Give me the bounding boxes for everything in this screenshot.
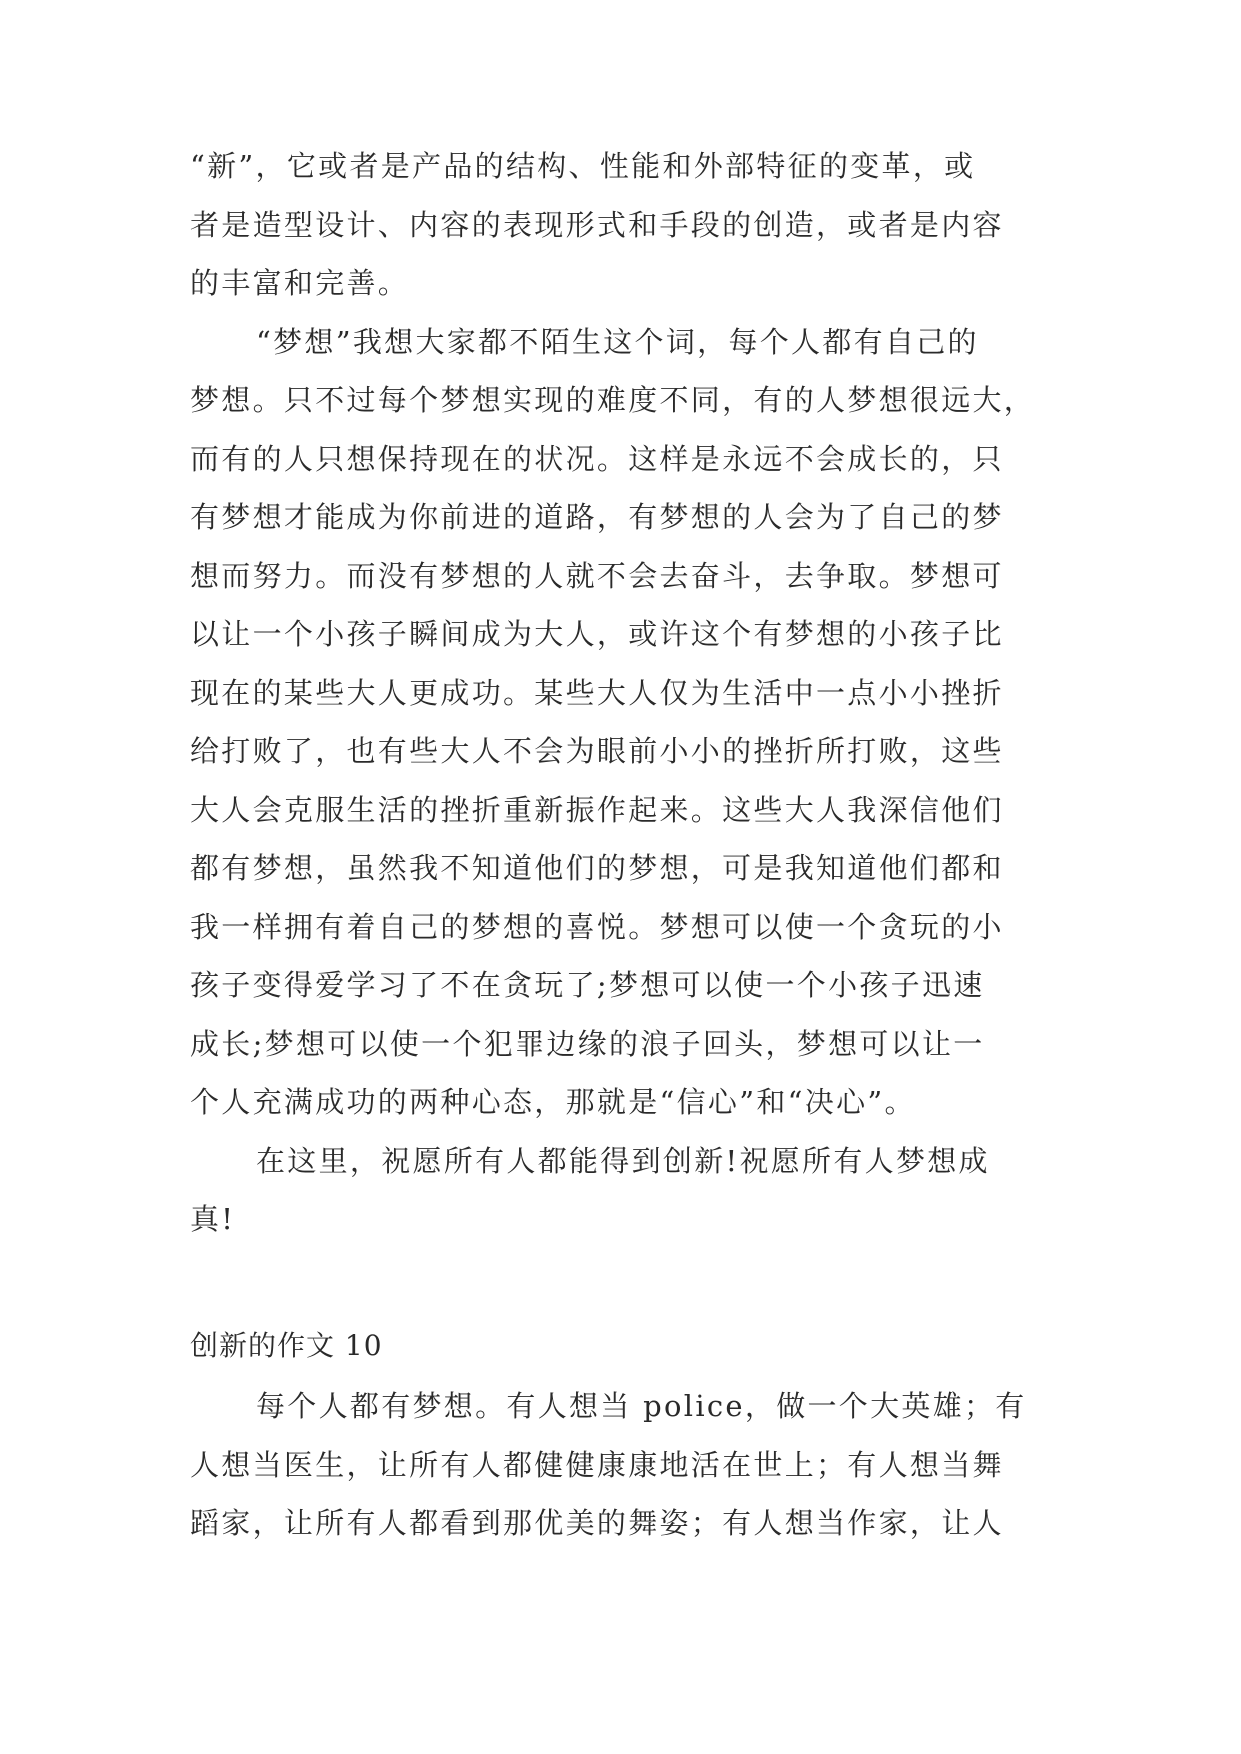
text-line: 梦想。只不过每个梦想实现的难度不同，有的人梦想很远大， [190,383,1036,417]
text-line: 者是造型设计、内容的表现形式和手段的创造，或者是内容 [190,207,1004,242]
text-line: 给打败了，也有些大人不会为眼前小小的挫折所打败，这些 [190,734,1004,768]
text-line: 有梦想才能成为你前进的道路，有梦想的人会为了自己的梦 [190,500,1004,534]
text-line: 成长;梦想可以使一个犯罪边缘的浪子回头，梦想可以让一 [190,1026,985,1061]
text-line: 我一样拥有着自己的梦想的喜悦。梦想可以使一个贪玩的小 [190,909,1004,944]
text-line: 都有梦想，虽然我不知道他们的梦想，可是我知道他们都和 [190,851,1004,885]
text-line: “新”，它或者是产品的结构、性能和外部特征的变革，或 [190,149,976,183]
text-line: 大人会克服生活的挫折重新振作起来。这些大人我深信他们 [190,792,1004,827]
text-line: 个人充满成功的两种心态，那就是“信心”和“决心”。 [190,1085,916,1119]
text-line: 人想当医生，让所有人都健健康康地活在世上；有人想当舞 [190,1447,1004,1482]
paragraph-first-line: 在这里，祝愿所有人都能得到创新!祝愿所有人梦想成 [256,1143,990,1178]
text-line: 蹈家，让所有人都看到那优美的舞姿；有人想当作家，让人 [190,1506,1004,1540]
essay-body-continued [190,137,1050,1249]
text-line: 真! [190,1202,236,1236]
paragraph-first-line: “梦想”我想大家都不陌生这个词，每个人都有自己的 [256,324,979,359]
text-line: 想而努力。而没有梦想的人就不会去奋斗，去争取。梦想可 [190,558,1004,593]
text-line: 的丰富和完善。 [190,266,410,300]
text-line: 现在的某些大人更成功。某些大人仅为生活中一点小小挫折 [190,675,1004,710]
essay-body-10 [190,1377,1050,1553]
paragraph-first-line: 每个人都有梦想。有人想当 police，做一个大英雄；有 [256,1389,1027,1423]
text-line: 以让一个小孩子瞬间成为大人，或许这个有梦想的小孩子比 [190,617,1004,651]
section-heading: 创新的作文 10 [190,1329,383,1362]
text-line: 而有的人只想保持现在的状况。这样是永远不会成长的，只 [190,441,1004,476]
text-line: 孩子变得爱学习了不在贪玩了;梦想可以使一个小孩子迅速 [190,968,985,1002]
